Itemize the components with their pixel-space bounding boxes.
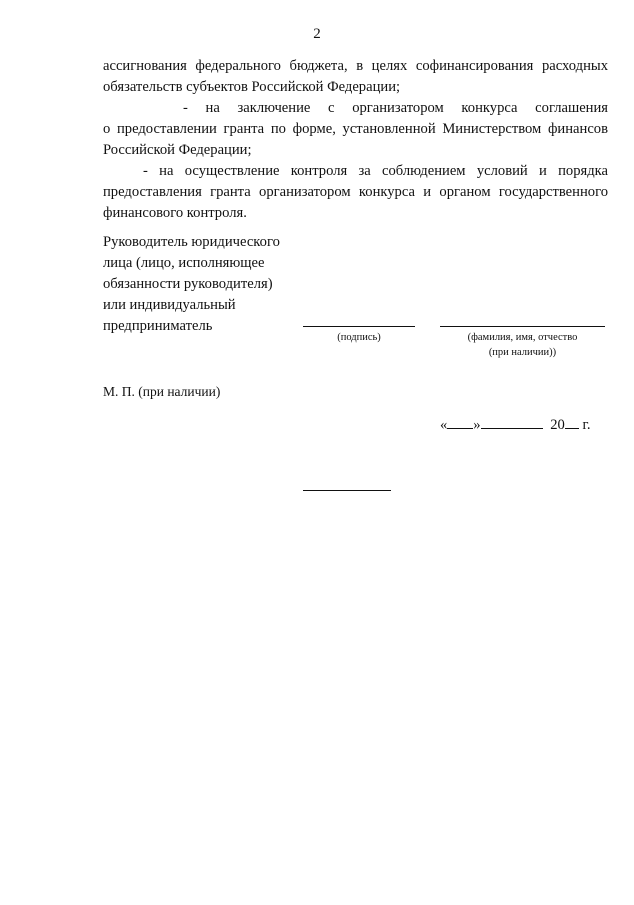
year-suffix: г. [582,417,591,433]
stamp-place: М. П. (при наличии) [103,384,221,399]
date-open-quote: « [440,417,448,433]
paragraph-2-rest: о предоставлении гранта по форме, установленной Министерством финансов Российской Федерации; [103,121,608,158]
paragraph-1-line-2: обязательств субъектов Российской Федерации; [103,79,401,95]
month-blank [481,414,543,429]
fio-caption [440,330,605,360]
body-text [103,56,608,224]
year-blank [565,414,579,429]
signer-line-1: Руководитель юридического [103,234,280,250]
paragraph-3: - на осуществление контроля за соблюдением условий и порядка предоставления гранта организатором конкурса и органом государственного финансового контроля. [103,163,608,221]
signer-line-3: обязанности руководителя) [103,276,273,292]
date-close-quote: » [473,417,481,433]
signer-line-4: или индивидуальный [103,297,236,313]
signature-caption: (подпись) [337,332,381,343]
day-blank [447,414,473,429]
end-rule [303,490,391,491]
page-number: 2 [313,26,321,42]
signer-line-2: лица (лицо, исполняющее [103,255,265,271]
signer-title [103,232,303,337]
signer-line-5: предприниматель [103,318,213,334]
paragraph-2-first-line: - на заключение с организатором конкурса соглашения [183,100,608,116]
year-prefix: 20 [550,417,565,433]
signature-line [303,326,415,327]
fio-caption-line-2: (при наличии)) [488,347,557,358]
fio-line [440,326,605,327]
fio-caption-line-1: (фамилия, имя, отчество [467,332,578,343]
date-line [440,414,591,434]
paragraph-2-line-1 [103,98,608,119]
paragraph-1-line-1: ассигнования федерального бюджета, в целях софинансирования расходных [103,58,608,74]
